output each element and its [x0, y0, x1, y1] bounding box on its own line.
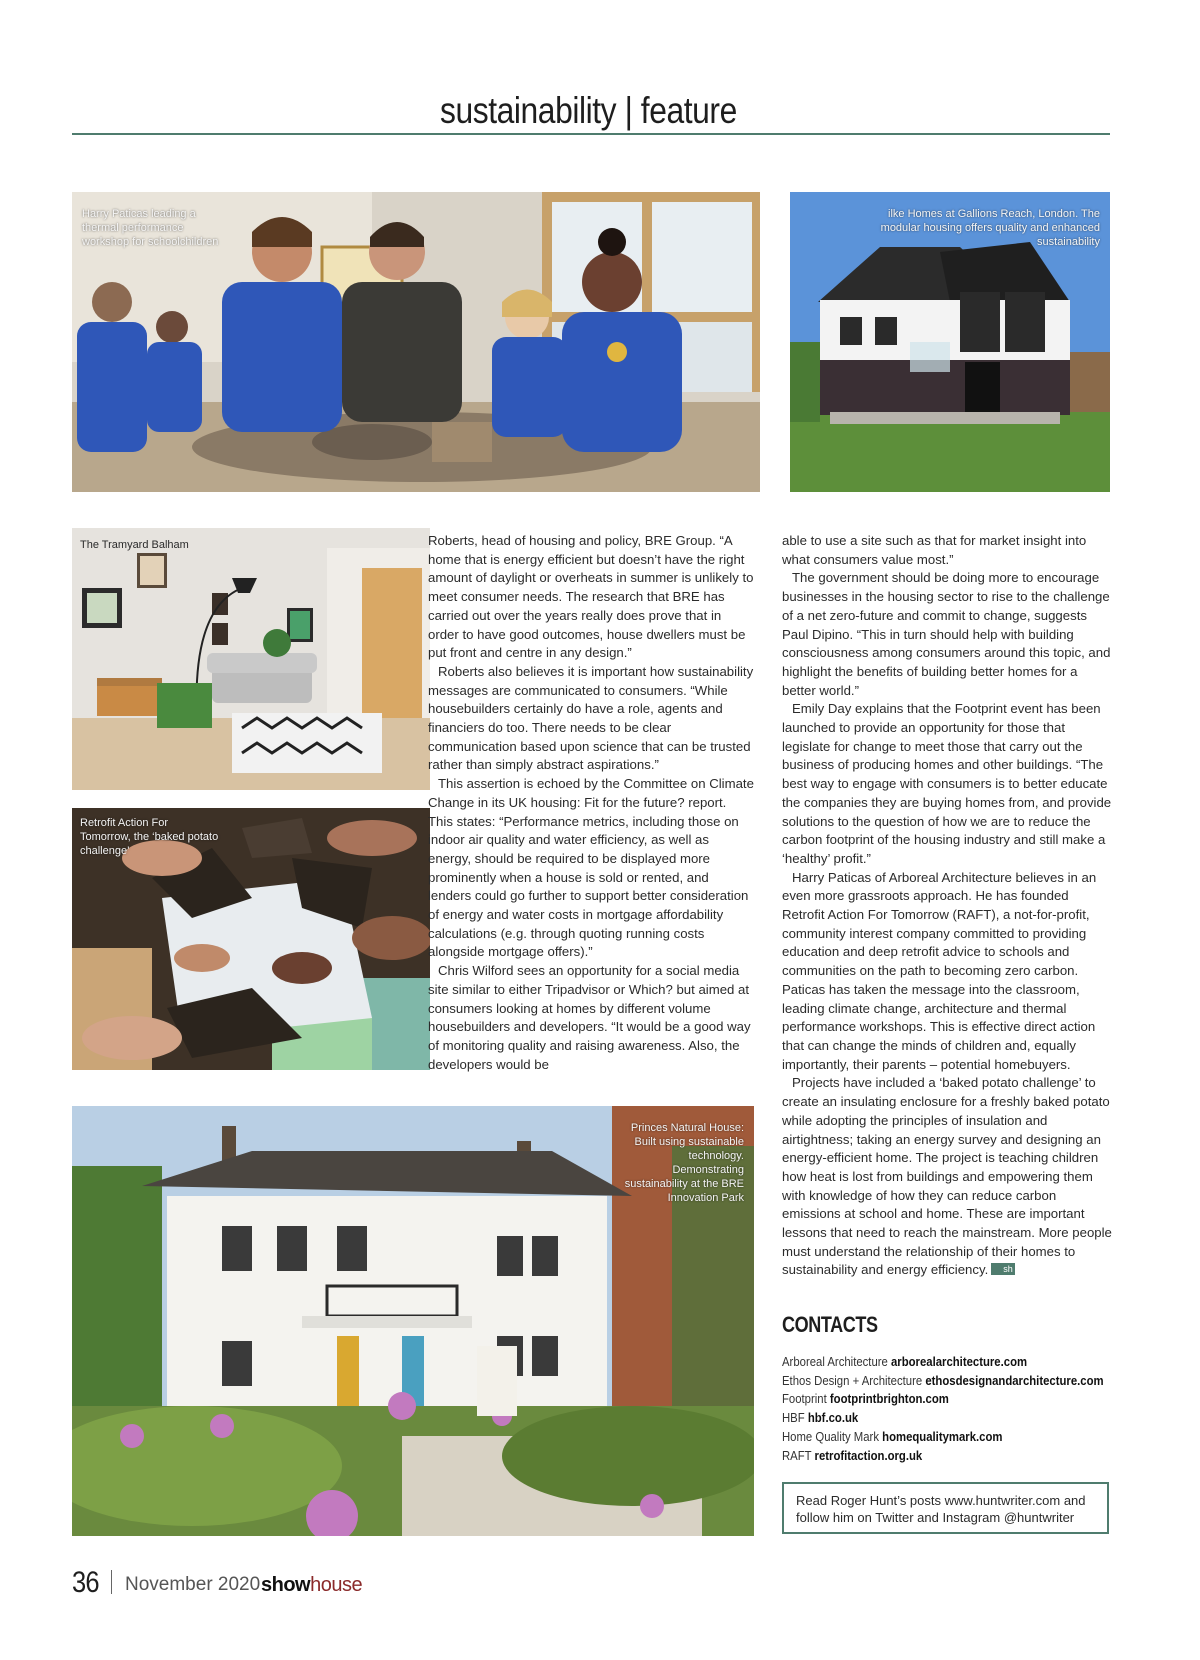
contacts-heading: CONTACTS: [782, 1312, 878, 1337]
header-divider: [72, 133, 1110, 135]
page-number: 36: [72, 1566, 99, 1599]
photo-princes-house: [72, 1106, 754, 1536]
caption-potato: Retrofit Action For Tomorrow, the ‘baked potato challenge’: [80, 817, 219, 857]
photo-potato-challenge: [72, 808, 430, 1070]
contact-link[interactable]: homequalitymark.com: [882, 1429, 1003, 1444]
article-paragraph: Emily Day explains that the Footprint event has been launched to provide an opportunity for those that legislate for change to meet those that carry out the business of producing homes and other buildings. “The best way to engage with consumers is to better educate the companies they are buying homes from, and provide solutions to the question of how we are to reduce the carbon footprint of the housing industry and still make a ‘healthy’ profit.”: [782, 701, 1112, 866]
logo-light: house: [310, 1574, 363, 1596]
contact-link[interactable]: arborealarchitecture.com: [890, 1355, 1028, 1369]
contacts-list: [782, 1353, 1112, 1465]
caption-ilke: ilke Homes at Gallions Reach, London. The modular housing offers quality and enhanced sustainability: [880, 208, 1100, 248]
contact-name: Ethos Design + Architecture: [782, 1373, 923, 1388]
article-paragraph-last-text: Projects have included a ‘baked potato challenge’ to create an insulating enclosure for a freshly baked potato while adopting the principles of insulation and airtightness; taking an energy survey and designing an energy-efficient home. The project is teaching children how heat is lost from buildings and empowering them with knowledge of how they can reduce carbon emissions at school and home. These are important lessons that need to reach the mainstream. More people must understand the relationship of their homes to sustainability and energy efficiency.: [782, 1075, 1112, 1278]
contact-item: [782, 1372, 1104, 1391]
contact-item: [782, 1428, 1079, 1447]
contact-name: RAFT: [782, 1448, 812, 1463]
caption-workshop: Harry Paticas leading a thermal performance workshop for schoolchildren: [82, 208, 219, 248]
end-badge: sh: [991, 1263, 1015, 1275]
contact-name: Home Quality Mark: [782, 1429, 880, 1444]
article-paragraph: Roberts, head of housing and policy, BRE Group. “A home that is energy efficient but doesn’t have the right amount of daylight or overheats in summer is unlikely to meet consumer needs. The research that BRE has carried out over the years really does prove that in order to have good outcomes, house dwellers must be put front and centre in any design.”: [428, 533, 754, 661]
contact-link[interactable]: ethosdesignandarchitecture.com: [925, 1373, 1104, 1388]
contact-item: [782, 1353, 1079, 1372]
contact-name: Arboreal Architecture: [782, 1355, 888, 1369]
caption-tramyard: The Tramyard Balham: [80, 539, 189, 551]
contact-item: [782, 1447, 1079, 1466]
article-paragraph: able to use a site such as that for market insight into what consumers value most.”: [782, 533, 1087, 567]
section-title: sustainability | feature: [440, 90, 737, 131]
article-paragraph: This assertion is echoed by the Committee on Climate Change in its UK housing: Fit for the future? report. This states: “Performance metrics, including those on indoor air quality and water efficiency, as well as energy, should be required to be displayed more prominently when a house is sold or rented, and lenders could go further to support better consideration of energy and water costs in mortgage affordability calculations (e.g. through quoting running costs alongside mortgage offers).”: [428, 776, 754, 960]
article-paragraph-last: [782, 1074, 1112, 1280]
author-note-text: Read Roger Hunt’s posts www.huntwriter.com and follow him on Twitter and Instagram @huntwriter: [796, 1493, 1086, 1525]
photo-ilke-homes: [790, 192, 1110, 492]
author-note-box: [782, 1482, 1109, 1534]
contact-name: Footprint: [782, 1392, 827, 1407]
footer-divider: [111, 1570, 112, 1594]
issue-date: November 2020: [125, 1574, 261, 1595]
article-column-1: [428, 532, 754, 1074]
article-paragraph: Chris Wilford sees an opportunity for a social media site similar to either Tripadvisor or Which? but aimed at consumers looking at homes by different volume housebuilders and developers. “It would be a good way of monitoring quality and raising awareness. Also, the developers would be: [428, 963, 751, 1072]
tramyard-illustration: [72, 528, 430, 790]
contact-link[interactable]: retrofitaction.org.uk: [814, 1448, 923, 1463]
contact-name: HBF: [782, 1411, 805, 1426]
article-paragraph: The government should be doing more to encourage businesses in the housing sector to rise to the challenge of a net zero-future and commit to change, suggests Paul Dipino. “This in turn should help with building consciousness among consumers around this topic, and highlight the benefits of building better homes for a better world.”: [782, 570, 1111, 698]
photo-tramyard: [72, 528, 430, 790]
caption-princes: Princes Natural House: Built using sustainable technology. Demonstrating sustainability at the BRE Innovation Park: [624, 1122, 744, 1204]
article-paragraph: Harry Paticas of Arboreal Architecture believes in an even more grassroots approach. He has founded Retrofit Action For Tomorrow (RAFT), a not-for-profit, community interest company committed to providing education and deep retrofit advice to schools and communities on the path to becoming zero carbon. Paticas has taken the message into the classroom, leading climate change, architecture and thermal performance workshops. This is effective direct action that can change the minds of children and, equally importantly, their parents – potential homebuyers.: [782, 869, 1097, 1072]
article-column-2: [782, 532, 1112, 1280]
logo-bold: show: [261, 1574, 311, 1596]
contact-item: [782, 1409, 1079, 1428]
contact-link[interactable]: hbf.co.uk: [807, 1411, 859, 1426]
magazine-logo: [261, 1574, 362, 1597]
contact-link[interactable]: footprintbrighton.com: [829, 1392, 949, 1407]
article-paragraph: Roberts also believes it is important how sustainability messages are communicated to consumers. “While housebuilders certainly do have a role, agents and financiers do too. There needs to be clear communication based upon science that can be trusted rather than simply abstract aspirations.”: [428, 663, 754, 773]
contact-item: [782, 1390, 1079, 1409]
photo-workshop: [72, 192, 760, 492]
